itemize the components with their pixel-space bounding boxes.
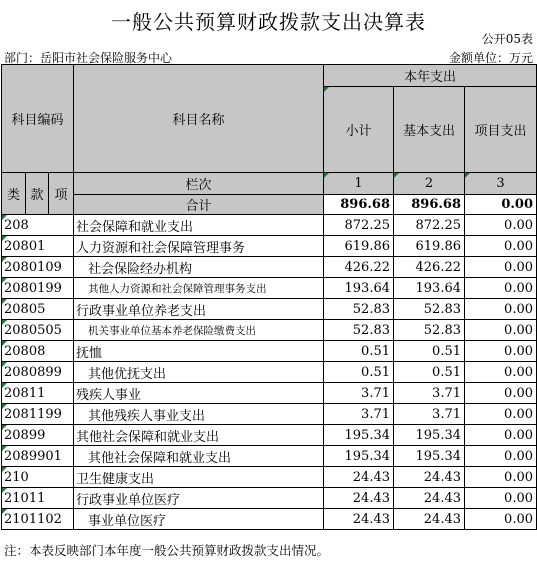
table-row (2, 362, 537, 383)
row-project: 0.00 (465, 446, 537, 467)
row-subtotal: 24.43 (324, 467, 394, 488)
row-code: 2080199 (2, 278, 74, 299)
header-lei: 类 (2, 173, 26, 215)
row-name: 社会保险经办机构 (74, 257, 324, 278)
department-label: 部门：岳阳市社会保险服务中心 (4, 51, 173, 65)
header-subtotal: 小计 (324, 87, 394, 173)
row-subtotal: 426.22 (324, 257, 394, 278)
table-row (2, 383, 537, 404)
header-code-group: 科目编码 (2, 65, 74, 173)
row-project: 0.00 (465, 215, 537, 236)
total-project: 0.00 (465, 195, 537, 215)
row-project: 0.00 (465, 383, 537, 404)
table-row (2, 467, 537, 488)
row-basic: 3.71 (394, 383, 465, 404)
table-row (2, 446, 537, 467)
form-code: 公开05表 (481, 32, 533, 46)
table-row (2, 257, 537, 278)
expenditure-table (1, 64, 537, 530)
row-code: 2101102 (2, 509, 74, 530)
footnote: 注：本表反映部门本年度一般公共预算财政拨款支出情况。 (4, 543, 330, 558)
row-project: 0.00 (465, 278, 537, 299)
row-basic: 195.34 (394, 446, 465, 467)
row-basic: 52.83 (394, 320, 465, 341)
row-basic: 872.25 (394, 215, 465, 236)
row-basic: 0.51 (394, 362, 465, 383)
row-subtotal: 52.83 (324, 320, 394, 341)
row-name: 社会保障和就业支出 (74, 215, 324, 236)
row-subtotal: 0.51 (324, 341, 394, 362)
row-name: 其他优抚支出 (74, 362, 324, 383)
row-basic: 0.51 (394, 341, 465, 362)
row-subtotal: 3.71 (324, 383, 394, 404)
row-code: 20808 (2, 341, 74, 362)
table-row (2, 215, 537, 236)
table-row (2, 488, 537, 509)
row-basic: 24.43 (394, 488, 465, 509)
table-row (2, 320, 537, 341)
row-code: 21011 (2, 488, 74, 509)
row-project: 0.00 (465, 488, 537, 509)
table-row (2, 236, 537, 257)
row-code: 20801 (2, 236, 74, 257)
amount-unit-label: 金额单位：万元 (448, 51, 533, 65)
row-project: 0.00 (465, 509, 537, 530)
table-row (2, 278, 537, 299)
row-project: 0.00 (465, 257, 537, 278)
row-basic: 195.34 (394, 425, 465, 446)
header-item-name: 科目名称 (74, 65, 324, 173)
header-col-2: 2 (394, 173, 465, 195)
row-subtotal: 0.51 (324, 362, 394, 383)
row-basic: 24.43 (394, 467, 465, 488)
row-code: 210 (2, 467, 74, 488)
row-subtotal: 52.83 (324, 299, 394, 320)
row-basic: 619.86 (394, 236, 465, 257)
row-subtotal: 3.71 (324, 404, 394, 425)
row-name: 其他人力资源和社会保障管理事务支出 (74, 278, 324, 299)
row-subtotal: 195.34 (324, 425, 394, 446)
row-subtotal: 24.43 (324, 488, 394, 509)
row-name: 行政事业单位养老支出 (74, 299, 324, 320)
row-code: 20811 (2, 383, 74, 404)
row-name: 卫生健康支出 (74, 467, 324, 488)
header-col-3: 3 (465, 173, 537, 195)
row-subtotal: 193.64 (324, 278, 394, 299)
row-code: 2089901 (2, 446, 74, 467)
row-project: 0.00 (465, 425, 537, 446)
row-name: 行政事业单位医疗 (74, 488, 324, 509)
row-code: 2081199 (2, 404, 74, 425)
row-subtotal: 619.86 (324, 236, 394, 257)
row-code: 2080505 (2, 320, 74, 341)
row-code: 20899 (2, 425, 74, 446)
row-basic: 24.43 (394, 509, 465, 530)
row-project: 0.00 (465, 362, 537, 383)
row-basic: 3.71 (394, 404, 465, 425)
row-name: 抚恤 (74, 341, 324, 362)
row-basic: 426.22 (394, 257, 465, 278)
row-name: 人力资源和社会保障管理事务 (74, 236, 324, 257)
row-basic: 193.64 (394, 278, 465, 299)
row-name: 残疾人事业 (74, 383, 324, 404)
row-basic: 52.83 (394, 299, 465, 320)
row-project: 0.00 (465, 467, 537, 488)
header-basic-expense: 基本支出 (394, 87, 465, 173)
header-col-1: 1 (324, 173, 394, 195)
row-subtotal: 24.43 (324, 509, 394, 530)
row-name: 事业单位医疗 (74, 509, 324, 530)
row-project: 0.00 (465, 236, 537, 257)
header-kuan: 款 (26, 173, 49, 215)
table-row (2, 509, 537, 530)
header-row-label: 栏次 (74, 173, 324, 195)
total-subtotal: 896.68 (324, 195, 394, 215)
row-name: 其他社会保障和就业支出 (74, 446, 324, 467)
table-row (2, 404, 537, 425)
table-row (2, 425, 537, 446)
header-project-expense: 项目支出 (465, 87, 537, 173)
row-name: 其他残疾人事业支出 (74, 404, 324, 425)
row-project: 0.00 (465, 404, 537, 425)
row-name: 机关事业单位基本养老保险缴费支出 (74, 320, 324, 341)
row-subtotal: 195.34 (324, 446, 394, 467)
table-row (2, 341, 537, 362)
row-name: 其他社会保障和就业支出 (74, 425, 324, 446)
total-basic: 896.68 (394, 195, 465, 215)
row-code: 20805 (2, 299, 74, 320)
table-row (2, 299, 537, 320)
row-subtotal: 872.25 (324, 215, 394, 236)
header-year-expense: 本年支出 (324, 65, 537, 87)
row-code: 2080109 (2, 257, 74, 278)
row-project: 0.00 (465, 341, 537, 362)
total-label: 合计 (74, 195, 324, 215)
page-title: 一般公共预算财政拨款支出决算表 (111, 10, 426, 34)
row-code: 2080899 (2, 362, 74, 383)
header-xiang: 项 (49, 173, 74, 215)
row-project: 0.00 (465, 299, 537, 320)
row-code: 208 (2, 215, 74, 236)
row-project: 0.00 (465, 320, 537, 341)
